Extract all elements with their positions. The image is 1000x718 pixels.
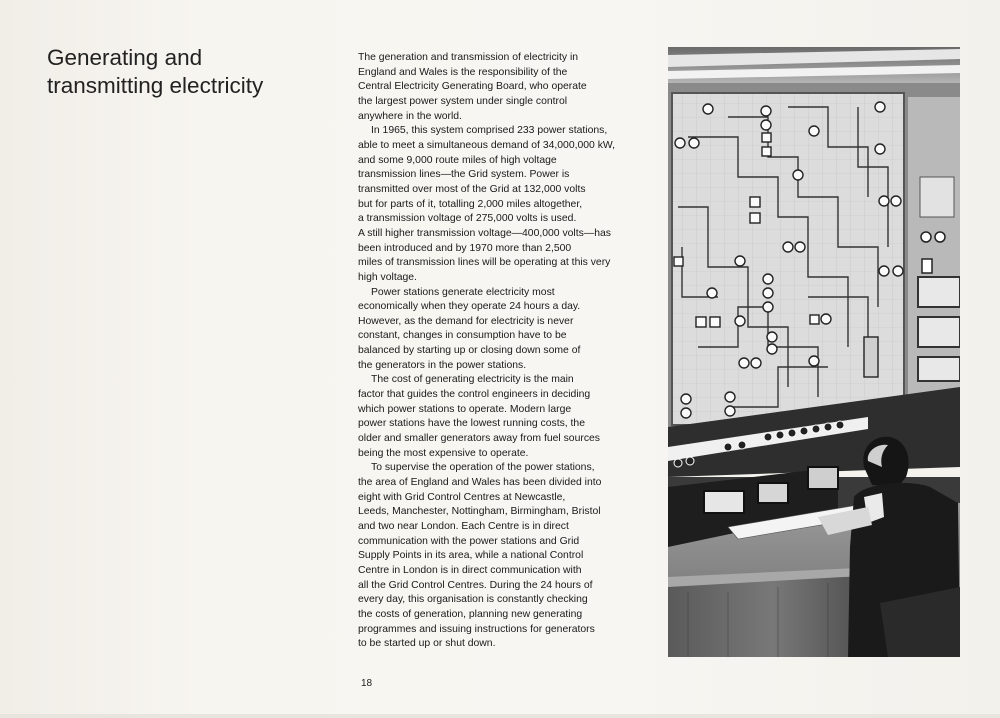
title-line-2: transmitting electricity xyxy=(47,73,264,98)
control-room-photo xyxy=(668,47,960,657)
text-line: programmes and issuing instructions for generators xyxy=(358,623,595,635)
text-line: and some 9,000 route miles of high voltage xyxy=(358,154,557,166)
paragraph xyxy=(358,373,658,461)
text-line: To supervise the operation of the power stations, xyxy=(371,462,595,474)
text-line: eight with Grid Control Centres at Newcastle, xyxy=(358,491,566,503)
text-line: Leeds, Manchester, Nottingham, Birmingham, Bristol xyxy=(358,506,601,518)
text-line: and two near London. Each Centre is in direct xyxy=(358,521,569,532)
text-line: the area of England and Wales has been divided into xyxy=(358,477,602,489)
text-line: The cost of generating electricity is the main xyxy=(371,374,574,386)
text-line: However, as the demand for electricity is never xyxy=(358,315,574,327)
text-line: In 1965, this system comprised 233 power stations, xyxy=(371,125,608,137)
text-line: transmitted over most of the Grid at 132,000 volts xyxy=(358,183,586,195)
text-line: Power stations generate electricity most xyxy=(371,286,555,298)
text-line: been introduced and by 1970 more than 2,500 xyxy=(358,242,572,254)
text-line: Supply Points in its area, while a national Control xyxy=(358,550,584,562)
text-line: miles of transmission lines will be operating at this very xyxy=(358,257,611,269)
text-line: economically when they operate 24 hours a day. xyxy=(358,301,581,313)
text-line: high voltage. xyxy=(358,271,417,283)
text-line: which power stations to operate. Modern large xyxy=(358,403,572,415)
paragraph xyxy=(358,286,658,374)
text-line: constant, changes in consumption have to be xyxy=(358,330,567,342)
text-line: the costs of generation, planning new generating xyxy=(358,608,583,620)
text-line: the generators in the power stations. xyxy=(358,359,527,371)
text-line: Central Electricity Generating Board, who operate xyxy=(358,81,587,93)
text-line: Centre in London is in direct communication with xyxy=(358,564,582,576)
text-line: England and Wales is the responsibility of the xyxy=(358,66,568,78)
paragraph xyxy=(358,461,658,652)
text-line: communication with the power stations and Grid xyxy=(358,535,580,547)
page-number: 18 xyxy=(361,678,373,689)
text-line: but for parts of it, totalling 2,000 miles altogether, xyxy=(358,198,583,210)
text-line: the largest power system under single control xyxy=(358,95,568,107)
text-line: transmission lines—the Grid system. Power is xyxy=(358,169,570,181)
text-line: older and smaller generators away from fuel sources xyxy=(358,433,600,445)
page-edge xyxy=(0,714,1000,718)
title-line-1: Generating and xyxy=(47,45,203,70)
page-title xyxy=(47,44,347,100)
article-body xyxy=(358,51,658,652)
text-line: A still higher transmission voltage—400,000 volts—has xyxy=(358,227,611,239)
text-line: to be started up or shut down. xyxy=(358,638,496,650)
text-line: factor that guides the control engineers in deciding xyxy=(358,389,591,401)
text-line: a transmission voltage of 275,000 volts is used. xyxy=(358,213,577,225)
text-line: anywhere in the world. xyxy=(358,110,462,122)
text-line: every day, this organisation is constantly checking xyxy=(358,594,588,606)
paragraph xyxy=(358,124,658,285)
text-line: The generation and transmission of electricity in xyxy=(358,52,579,63)
paragraph xyxy=(358,51,658,124)
text-line: all the Grid Control Centres. During the 24 hours of xyxy=(358,579,593,591)
text-line: being the most expensive to operate. xyxy=(358,447,529,459)
text-line: balanced by starting up or closing down some of xyxy=(358,345,581,357)
text-line: able to meet a simultaneous demand of 34,000,000 kW, xyxy=(358,139,616,151)
text-line: power stations have the lowest running costs, the xyxy=(358,418,585,430)
